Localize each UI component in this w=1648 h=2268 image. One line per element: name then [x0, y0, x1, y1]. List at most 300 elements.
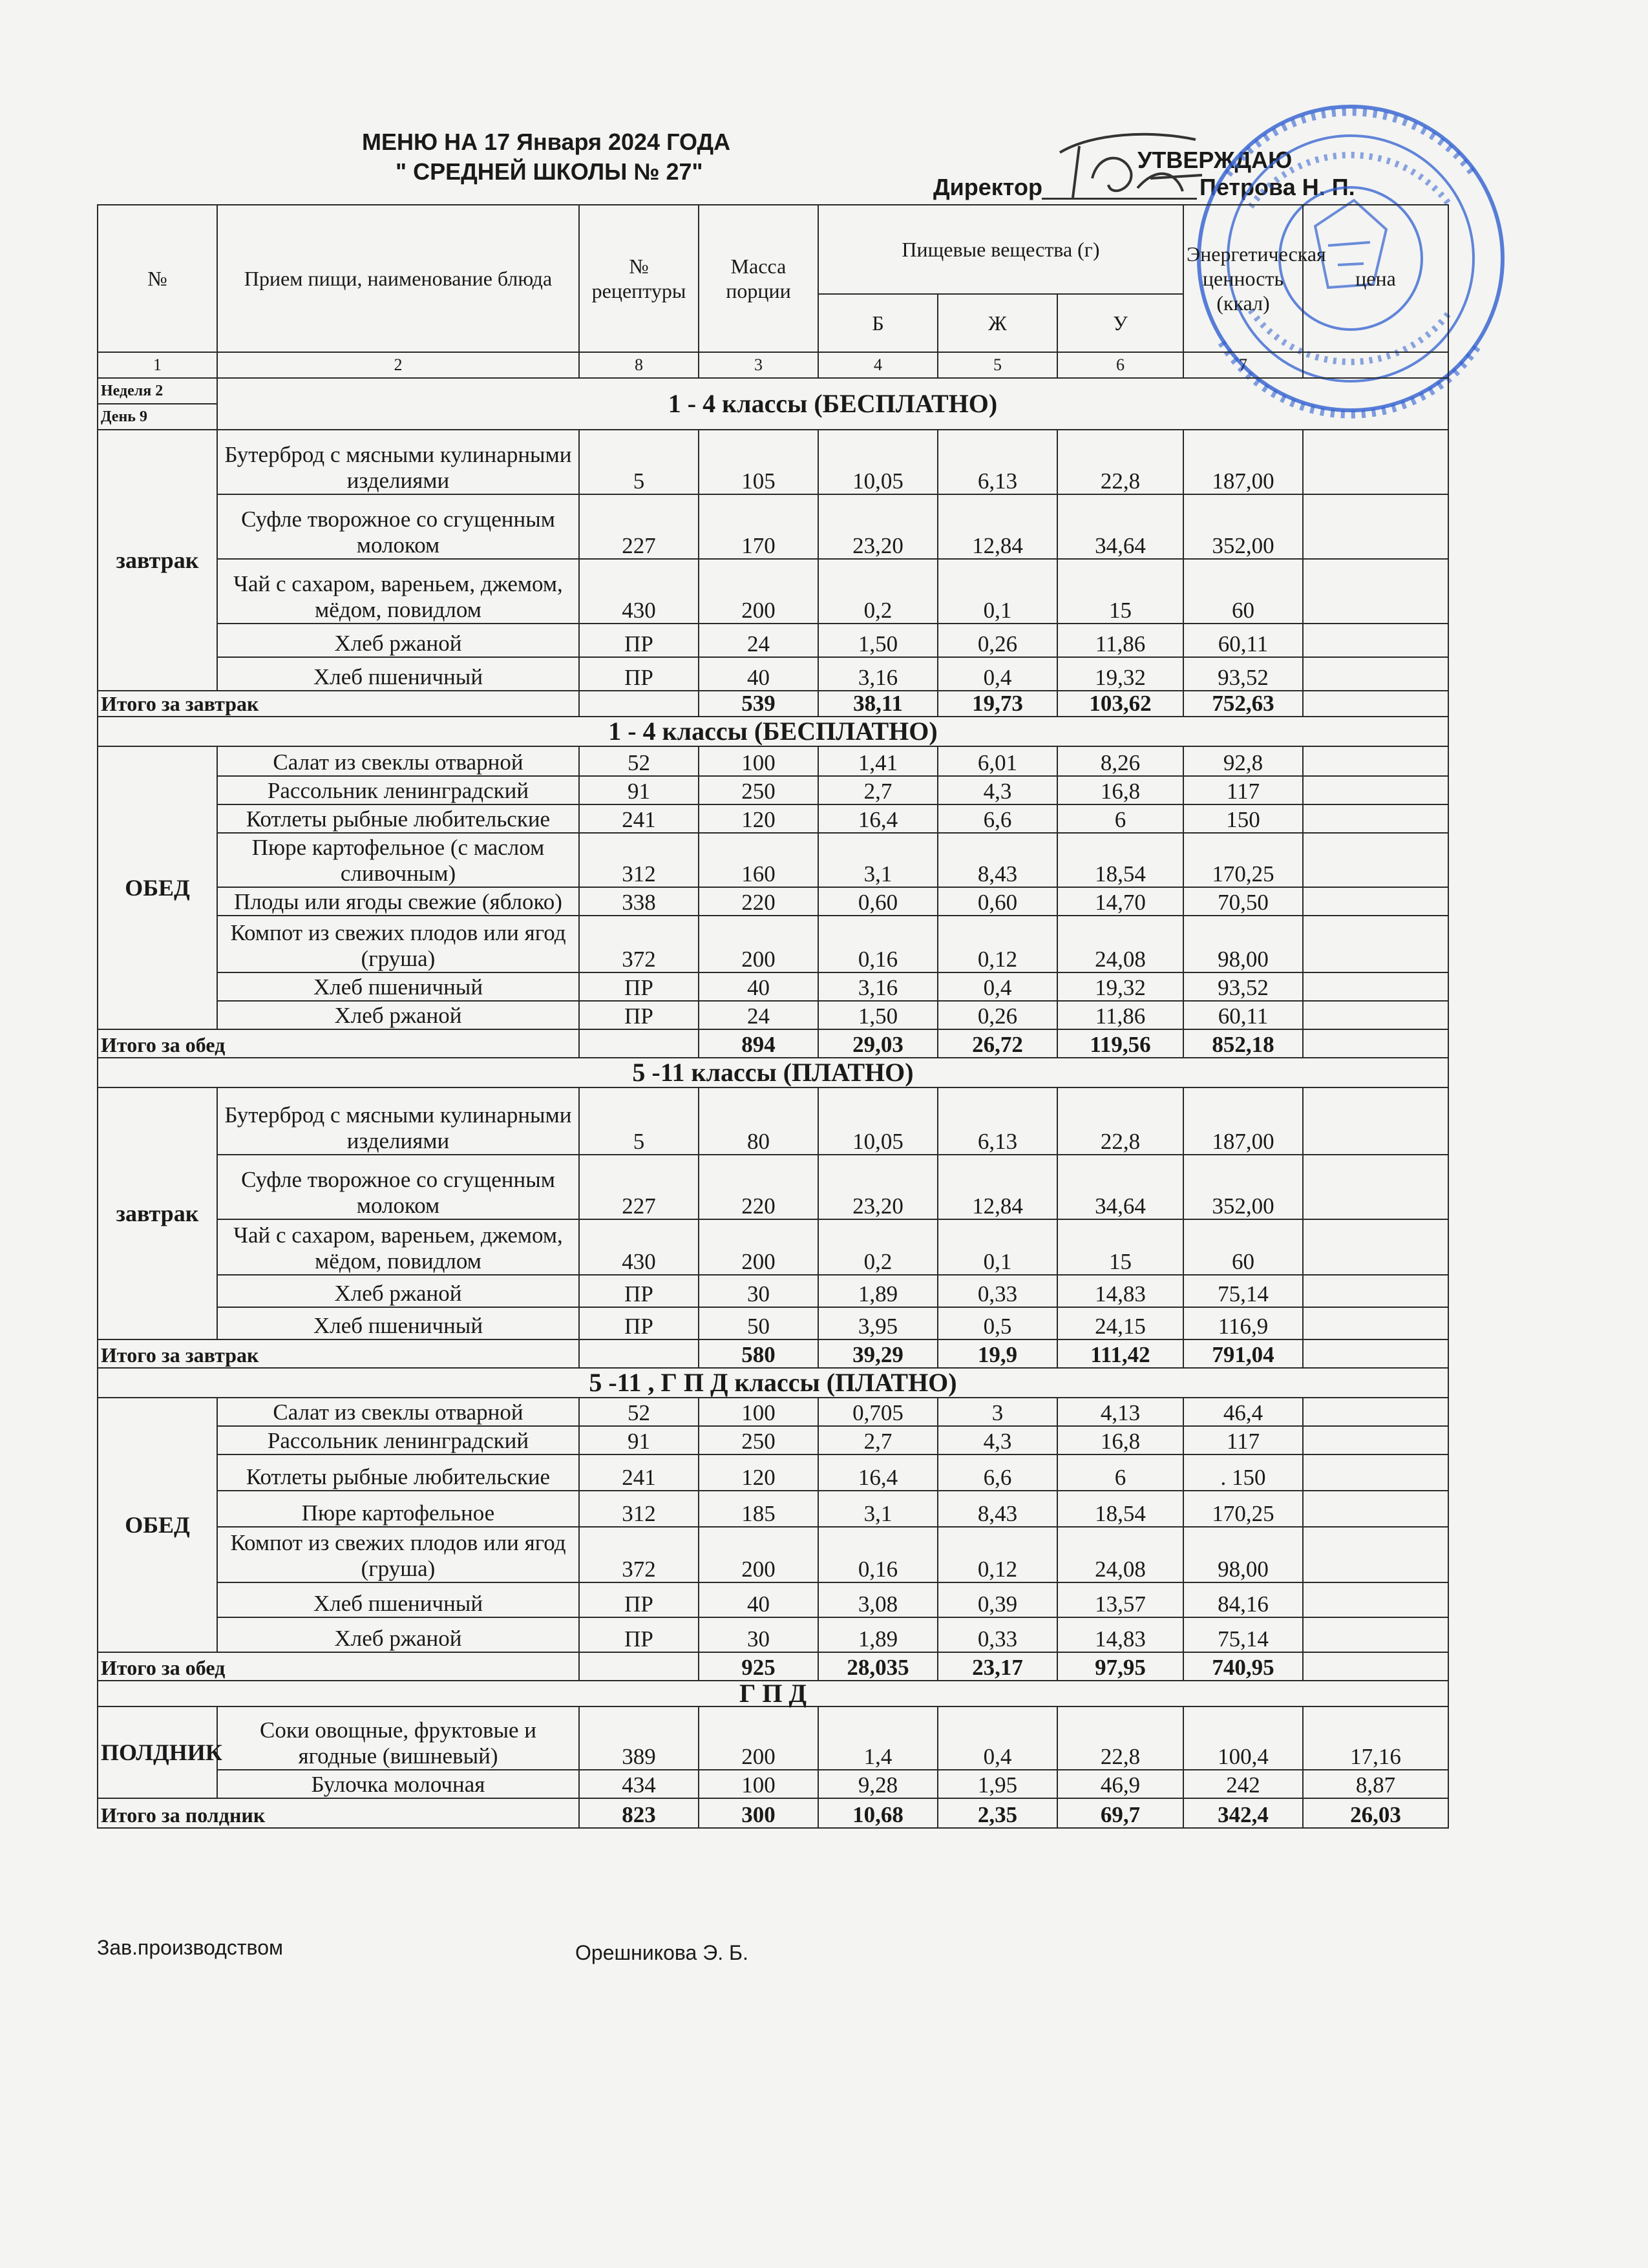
total-label: Итого за обед — [98, 1652, 579, 1681]
portion-mass: 120 — [699, 804, 818, 833]
carb-value: 6 — [1057, 1454, 1183, 1491]
fat-value: 0,26 — [938, 624, 1057, 657]
total-mass: 539 — [699, 691, 818, 717]
protein-value: 0,2 — [818, 559, 938, 624]
dish-name: Чай с сахаром, вареньем, джемом, мёдом, повидлом — [217, 559, 579, 624]
portion-mass: 40 — [699, 1582, 818, 1617]
fat-value: 0,39 — [938, 1582, 1057, 1617]
total-mass: 894 — [699, 1029, 818, 1058]
col-recipe-header: № рецептуры — [579, 205, 699, 352]
protein-value: 1,4 — [818, 1706, 938, 1770]
price-value — [1303, 1087, 1448, 1155]
carb-value: 14,83 — [1057, 1275, 1183, 1307]
col-protein-header: Б — [818, 294, 938, 352]
table-row — [98, 1426, 1448, 1454]
protein-value: 3,16 — [818, 972, 938, 1001]
section-title: 1 - 4 классы (БЕСПЛАТНО) — [217, 378, 1448, 430]
total-price — [1303, 1029, 1448, 1058]
price-value — [1303, 1398, 1448, 1426]
portion-mass: 160 — [699, 833, 818, 887]
fat-value: 6,6 — [938, 804, 1057, 833]
carb-value: 22,8 — [1057, 1706, 1183, 1770]
energy-value: 46,4 — [1183, 1398, 1303, 1426]
energy-value: 170,25 — [1183, 1491, 1303, 1527]
approve-label: УТВЕРЖДАЮ — [1137, 147, 1293, 173]
total-recipe — [579, 1029, 699, 1058]
table-row — [98, 559, 1448, 624]
total-energy: 740,95 — [1183, 1652, 1303, 1681]
price-value — [1303, 1582, 1448, 1617]
section-title: 5 -11 , Г П Д классы (ПЛАТНО) — [98, 1368, 1448, 1398]
price-value — [1303, 1491, 1448, 1527]
dish-name: Бутерброд с мясными кулинарными изделиями — [217, 430, 579, 494]
recipe-number: 312 — [579, 1491, 699, 1527]
energy-value: 187,00 — [1183, 430, 1303, 494]
recipe-number: 434 — [579, 1770, 699, 1798]
energy-value: 98,00 — [1183, 1527, 1303, 1582]
total-fat: 23,17 — [938, 1652, 1057, 1681]
protein-value: 2,7 — [818, 776, 938, 804]
fat-value: 0,1 — [938, 559, 1057, 624]
total-protein: 39,29 — [818, 1339, 938, 1368]
price-value — [1303, 1155, 1448, 1219]
dish-name: Салат из свеклы отварной — [217, 746, 579, 776]
carb-value: 16,8 — [1057, 776, 1183, 804]
fat-value: 0,5 — [938, 1307, 1057, 1339]
energy-value: 60,11 — [1183, 624, 1303, 657]
protein-value: 0,16 — [818, 916, 938, 972]
carb-value: 19,32 — [1057, 657, 1183, 691]
table-row — [98, 1087, 1448, 1155]
fat-value: 6,6 — [938, 1454, 1057, 1491]
total-energy: 791,04 — [1183, 1339, 1303, 1368]
fat-value: 6,01 — [938, 746, 1057, 776]
table-row — [98, 624, 1448, 657]
total-carb: 97,95 — [1057, 1652, 1183, 1681]
col-index: 4 — [818, 352, 938, 378]
table-row — [98, 1058, 1448, 1087]
energy-value: . 150 — [1183, 1454, 1303, 1491]
dish-name: Хлеб пшеничный — [217, 972, 579, 1001]
energy-value: 60,11 — [1183, 1001, 1303, 1029]
recipe-number: 430 — [579, 1219, 699, 1275]
portion-mass: 100 — [699, 1398, 818, 1426]
recipe-number: 241 — [579, 804, 699, 833]
price-value — [1303, 746, 1448, 776]
total-fat: 19,9 — [938, 1339, 1057, 1368]
price-value — [1303, 624, 1448, 657]
footer-position: Зав.производством — [97, 1936, 283, 1959]
portion-mass: 105 — [699, 430, 818, 494]
col-name-header: Прием пищи, наименование блюда — [217, 205, 579, 352]
table-row — [98, 1491, 1448, 1527]
dish-name: Пюре картофельное — [217, 1491, 579, 1527]
recipe-number: 227 — [579, 1155, 699, 1219]
table-row — [98, 1582, 1448, 1617]
table-row — [98, 1368, 1448, 1398]
table-row — [98, 887, 1448, 916]
portion-mass: 250 — [699, 776, 818, 804]
portion-mass: 30 — [699, 1617, 818, 1652]
protein-value: 1,41 — [818, 746, 938, 776]
dish-name: Хлеб ржаной — [217, 1617, 579, 1652]
total-energy: 752,63 — [1183, 691, 1303, 717]
dish-name: Хлеб ржаной — [217, 1275, 579, 1307]
table-row — [98, 1681, 1448, 1706]
protein-value: 3,1 — [818, 833, 938, 887]
total-carb: 119,56 — [1057, 1029, 1183, 1058]
total-fat: 26,72 — [938, 1029, 1057, 1058]
col-index: 1 — [98, 352, 217, 378]
portion-mass: 120 — [699, 1454, 818, 1491]
recipe-number: 241 — [579, 1454, 699, 1491]
recipe-number: ПР — [579, 1307, 699, 1339]
total-protein: 10,68 — [818, 1798, 938, 1828]
meal-label: ОБЕД — [98, 1398, 217, 1652]
table-row — [98, 1155, 1448, 1219]
fat-value: 8,43 — [938, 1491, 1057, 1527]
carb-value: 24,08 — [1057, 916, 1183, 972]
protein-value: 1,50 — [818, 1001, 938, 1029]
total-energy: 342,4 — [1183, 1798, 1303, 1828]
portion-mass: 80 — [699, 1087, 818, 1155]
recipe-number: 227 — [579, 494, 699, 559]
protein-value: 23,20 — [818, 1155, 938, 1219]
protein-value: 2,7 — [818, 1426, 938, 1454]
protein-value: 10,05 — [818, 430, 938, 494]
protein-value: 0,60 — [818, 887, 938, 916]
fat-value: 0,4 — [938, 1706, 1057, 1770]
table-row — [98, 1652, 1448, 1681]
energy-value: 75,14 — [1183, 1617, 1303, 1652]
table-row — [98, 494, 1448, 559]
table-row — [98, 717, 1448, 746]
table-row — [98, 430, 1448, 494]
recipe-number: ПР — [579, 624, 699, 657]
meal-label: завтрак — [98, 430, 217, 691]
dish-name: Рассольник ленинградский — [217, 776, 579, 804]
portion-mass: 170 — [699, 494, 818, 559]
carb-value: 14,83 — [1057, 1617, 1183, 1652]
protein-value: 10,05 — [818, 1087, 938, 1155]
meal-label: ПОЛДНИК — [98, 1706, 217, 1798]
total-carb: 103,62 — [1057, 691, 1183, 717]
total-energy: 852,18 — [1183, 1029, 1303, 1058]
recipe-number: 430 — [579, 559, 699, 624]
energy-value: 187,00 — [1183, 1087, 1303, 1155]
energy-value: 60 — [1183, 1219, 1303, 1275]
recipe-number: 372 — [579, 1527, 699, 1582]
total-price: 26,03 — [1303, 1798, 1448, 1828]
fat-value: 0,1 — [938, 1219, 1057, 1275]
portion-mass: 200 — [699, 916, 818, 972]
energy-value: 352,00 — [1183, 494, 1303, 559]
price-value — [1303, 1617, 1448, 1652]
table-row — [98, 1001, 1448, 1029]
footer-name: Орешникова Э. Б. — [575, 1941, 748, 1964]
price-value — [1303, 776, 1448, 804]
portion-mass: 40 — [699, 972, 818, 1001]
dish-name: Хлеб ржаной — [217, 1001, 579, 1029]
total-fat: 19,73 — [938, 691, 1057, 717]
price-value — [1303, 494, 1448, 559]
total-price — [1303, 1339, 1448, 1368]
protein-value: 16,4 — [818, 1454, 938, 1491]
col-num-header: № — [98, 205, 217, 352]
table-row — [98, 833, 1448, 887]
table-row — [98, 972, 1448, 1001]
carb-value: 15 — [1057, 559, 1183, 624]
dish-name: Булочка молочная — [217, 1770, 579, 1798]
table-row — [98, 657, 1448, 691]
dish-name: Котлеты рыбные любительские — [217, 1454, 579, 1491]
dish-name: Хлеб пшеничный — [217, 1307, 579, 1339]
total-recipe — [579, 691, 699, 717]
portion-mass: 50 — [699, 1307, 818, 1339]
carb-value: 19,32 — [1057, 972, 1183, 1001]
price-value — [1303, 559, 1448, 624]
col-index: 7 — [1183, 352, 1303, 378]
price-value — [1303, 1307, 1448, 1339]
director-signature — [1053, 127, 1209, 211]
recipe-number: ПР — [579, 1617, 699, 1652]
table-row — [98, 1307, 1448, 1339]
total-label: Итого за завтрак — [98, 691, 579, 717]
carb-value: 34,64 — [1057, 494, 1183, 559]
price-value — [1303, 1426, 1448, 1454]
recipe-number: 91 — [579, 776, 699, 804]
table-row — [98, 691, 1448, 717]
col-price-header: цена — [1303, 205, 1448, 352]
dish-name: Салат из свеклы отварной — [217, 1398, 579, 1426]
carb-value: 11,86 — [1057, 624, 1183, 657]
price-value — [1303, 972, 1448, 1001]
recipe-number: ПР — [579, 1582, 699, 1617]
dish-name: Хлеб ржаной — [217, 624, 579, 657]
day-label: День 9 — [98, 404, 217, 430]
fat-value: 0,4 — [938, 972, 1057, 1001]
carb-value: 24,15 — [1057, 1307, 1183, 1339]
dish-name: Бутерброд с мясными кулинарными изделиями — [217, 1087, 579, 1155]
col-index: 3 — [699, 352, 818, 378]
section-title: Г П Д — [98, 1681, 1448, 1706]
section-title: 5 -11 классы (ПЛАТНО) — [98, 1058, 1448, 1087]
total-price — [1303, 1652, 1448, 1681]
col-carb-header: У — [1057, 294, 1183, 352]
table-row — [98, 1527, 1448, 1582]
col-index: 8 — [579, 352, 699, 378]
fat-value: 0,60 — [938, 887, 1057, 916]
carb-value: 13,57 — [1057, 1582, 1183, 1617]
col-nutrients-header: Пищевые вещества (г) — [818, 205, 1183, 294]
total-mass: 300 — [699, 1798, 818, 1828]
energy-value: 150 — [1183, 804, 1303, 833]
table-row — [98, 776, 1448, 804]
protein-value: 0,2 — [818, 1219, 938, 1275]
carb-value: 8,26 — [1057, 746, 1183, 776]
recipe-number: ПР — [579, 1275, 699, 1307]
fat-value: 12,84 — [938, 1155, 1057, 1219]
recipe-number: ПР — [579, 657, 699, 691]
table-row — [98, 746, 1448, 776]
table-row — [98, 1219, 1448, 1275]
portion-mass: 200 — [699, 1219, 818, 1275]
total-label: Итого за обед — [98, 1029, 579, 1058]
energy-value: 93,52 — [1183, 657, 1303, 691]
protein-value: 16,4 — [818, 804, 938, 833]
energy-value: 70,50 — [1183, 887, 1303, 916]
dish-name: Хлеб пшеничный — [217, 1582, 579, 1617]
total-protein: 29,03 — [818, 1029, 938, 1058]
price-value — [1303, 804, 1448, 833]
total-carb: 69,7 — [1057, 1798, 1183, 1828]
total-recipe — [579, 1652, 699, 1681]
table-row — [98, 1770, 1448, 1798]
carb-value: 22,8 — [1057, 430, 1183, 494]
fat-value: 4,3 — [938, 1426, 1057, 1454]
protein-value: 1,50 — [818, 624, 938, 657]
dish-name: Пюре картофельное (с маслом сливочным) — [217, 833, 579, 887]
table-row — [98, 1454, 1448, 1491]
price-value — [1303, 1275, 1448, 1307]
protein-value: 9,28 — [818, 1770, 938, 1798]
week-label: Неделя 2 — [98, 378, 217, 404]
fat-value: 0,4 — [938, 657, 1057, 691]
energy-value: 116,9 — [1183, 1307, 1303, 1339]
dish-name: Суфле творожное со сгущенным молоком — [217, 494, 579, 559]
price-value — [1303, 657, 1448, 691]
col-index: 2 — [217, 352, 579, 378]
carb-value: 4,13 — [1057, 1398, 1183, 1426]
dish-name: Рассольник ленинградский — [217, 1426, 579, 1454]
col-index — [1303, 352, 1448, 378]
recipe-number: 338 — [579, 887, 699, 916]
fat-value: 1,95 — [938, 1770, 1057, 1798]
energy-value: 60 — [1183, 559, 1303, 624]
protein-value: 3,1 — [818, 1491, 938, 1527]
total-price — [1303, 691, 1448, 717]
energy-value: 117 — [1183, 1426, 1303, 1454]
carb-value: 22,8 — [1057, 1087, 1183, 1155]
director-name: Петрова Н. П. — [1199, 174, 1355, 200]
dish-name: Чай с сахаром, вареньем, джемом, мёдом, повидлом — [217, 1219, 579, 1275]
table-row — [98, 1275, 1448, 1307]
price-value — [1303, 887, 1448, 916]
portion-mass: 220 — [699, 1155, 818, 1219]
portion-mass: 220 — [699, 887, 818, 916]
fat-value: 8,43 — [938, 833, 1057, 887]
total-recipe — [579, 1339, 699, 1368]
total-mass: 580 — [699, 1339, 818, 1368]
table-row — [98, 1617, 1448, 1652]
portion-mass: 30 — [699, 1275, 818, 1307]
carb-value: 14,70 — [1057, 887, 1183, 916]
price-value — [1303, 833, 1448, 887]
fat-value: 0,12 — [938, 916, 1057, 972]
recipe-number: 372 — [579, 916, 699, 972]
recipe-number: ПР — [579, 972, 699, 1001]
price-value — [1303, 1527, 1448, 1582]
energy-value: 98,00 — [1183, 916, 1303, 972]
protein-value: 0,16 — [818, 1527, 938, 1582]
fat-value: 0,33 — [938, 1617, 1057, 1652]
fat-value: 0,26 — [938, 1001, 1057, 1029]
total-mass: 925 — [699, 1652, 818, 1681]
price-value — [1303, 1454, 1448, 1491]
carb-value: 18,54 — [1057, 1491, 1183, 1527]
recipe-number: ПР — [579, 1001, 699, 1029]
carb-value: 15 — [1057, 1219, 1183, 1275]
table-row — [98, 1339, 1448, 1368]
energy-value: 84,16 — [1183, 1582, 1303, 1617]
recipe-number: 5 — [579, 1087, 699, 1155]
meal-label: завтрак — [98, 1087, 217, 1339]
meal-label: ОБЕД — [98, 746, 217, 1029]
dish-name: Компот из свежих плодов или ягод (груша) — [217, 916, 579, 972]
portion-mass: 40 — [699, 657, 818, 691]
director-label: Директор — [933, 174, 1042, 200]
protein-value: 1,89 — [818, 1617, 938, 1652]
portion-mass: 24 — [699, 1001, 818, 1029]
carb-value: 11,86 — [1057, 1001, 1183, 1029]
total-label: Итого за завтрак — [98, 1339, 579, 1368]
carb-value: 34,64 — [1057, 1155, 1183, 1219]
total-label: Итого за полдник — [98, 1798, 579, 1828]
recipe-number: 312 — [579, 833, 699, 887]
dish-name: Котлеты рыбные любительские — [217, 804, 579, 833]
energy-value: 352,00 — [1183, 1155, 1303, 1219]
protein-value: 1,89 — [818, 1275, 938, 1307]
portion-mass: 250 — [699, 1426, 818, 1454]
protein-value: 3,95 — [818, 1307, 938, 1339]
table-row — [98, 1398, 1448, 1426]
recipe-number: 91 — [579, 1426, 699, 1454]
protein-value: 3,08 — [818, 1582, 938, 1617]
dish-name: Хлеб пшеничный — [217, 657, 579, 691]
col-mass-header: Масса порции — [699, 205, 818, 352]
table-row — [98, 1706, 1448, 1770]
fat-value: 3 — [938, 1398, 1057, 1426]
recipe-number: 52 — [579, 746, 699, 776]
fat-value: 4,3 — [938, 776, 1057, 804]
dish-name: Плоды или ягоды свежие (яблоко) — [217, 887, 579, 916]
portion-mass: 200 — [699, 1706, 818, 1770]
fat-value: 6,13 — [938, 1087, 1057, 1155]
energy-value: 242 — [1183, 1770, 1303, 1798]
total-protein: 28,035 — [818, 1652, 938, 1681]
menu-title: МЕНЮ НА 17 Января 2024 ГОДА — [362, 129, 731, 155]
recipe-number: 5 — [579, 430, 699, 494]
table-row — [98, 804, 1448, 833]
fat-value: 6,13 — [938, 430, 1057, 494]
fat-value: 0,33 — [938, 1275, 1057, 1307]
fat-value: 0,12 — [938, 1527, 1057, 1582]
col-energy-header: Энергетическая ценность (ккал) — [1183, 205, 1303, 352]
price-value: 8,87 — [1303, 1770, 1448, 1798]
energy-value: 75,14 — [1183, 1275, 1303, 1307]
price-value — [1303, 916, 1448, 972]
total-recipe: 823 — [579, 1798, 699, 1828]
portion-mass: 200 — [699, 559, 818, 624]
carb-value: 24,08 — [1057, 1527, 1183, 1582]
portion-mass: 100 — [699, 746, 818, 776]
dish-name: Компот из свежих плодов или ягод (груша) — [217, 1527, 579, 1582]
energy-value: 100,4 — [1183, 1706, 1303, 1770]
dish-name: Соки овощные, фруктовые и ягодные (вишневый) — [217, 1706, 579, 1770]
section-title: 1 - 4 классы (БЕСПЛАТНО) — [98, 717, 1448, 746]
recipe-number: 52 — [579, 1398, 699, 1426]
carb-value: 6 — [1057, 804, 1183, 833]
